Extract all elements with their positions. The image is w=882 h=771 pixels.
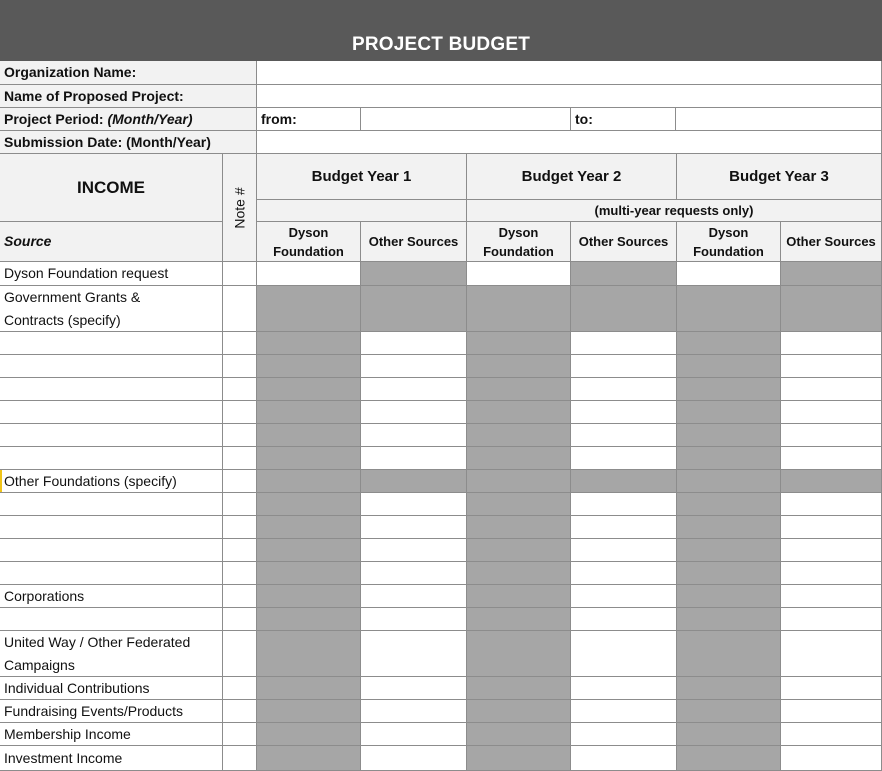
shaded-cell (257, 677, 361, 700)
note-cell[interactable] (223, 746, 257, 771)
shaded-cell (677, 355, 781, 378)
amount-cell[interactable] (361, 631, 467, 677)
dyson-line1: Dyson (708, 224, 749, 240)
shaded-cell (467, 470, 571, 493)
org-name-input[interactable] (257, 61, 882, 85)
project-name-label: Name of Proposed Project: (0, 85, 257, 108)
row-label[interactable] (0, 539, 223, 562)
dyson-line1: Dyson (288, 224, 329, 240)
row-label[interactable] (0, 631, 223, 677)
row-label[interactable]: Individual Contributions (0, 677, 223, 700)
shaded-cell (677, 332, 781, 355)
shaded-cell (677, 608, 781, 631)
shaded-cell (677, 286, 781, 332)
shaded-cell (467, 447, 571, 470)
amount-cell[interactable] (781, 332, 882, 355)
shaded-cell (467, 608, 571, 631)
amount-cell[interactable] (361, 401, 467, 424)
shaded-cell (467, 631, 571, 677)
shaded-cell (257, 286, 361, 332)
amount-cell[interactable] (781, 378, 882, 401)
year-1-subheader-blank (257, 200, 467, 222)
col-y2-other: Other Sources (571, 222, 677, 262)
shaded-cell (677, 723, 781, 746)
note-cell[interactable] (223, 355, 257, 378)
row-label[interactable] (0, 608, 223, 631)
budget-year-2-heading: Budget Year 2 (467, 154, 677, 200)
amount-cell[interactable] (571, 447, 677, 470)
shaded-cell (677, 677, 781, 700)
page-title: PROJECT BUDGET (351, 34, 531, 55)
amount-cell[interactable] (781, 746, 882, 771)
row-label-line-1: United Way / Other Federated (4, 634, 191, 650)
note-cell[interactable] (223, 723, 257, 746)
dyson-line2: Foundation (483, 243, 554, 259)
col-y1-other: Other Sources (361, 222, 467, 262)
title-bar (0, 0, 882, 61)
shaded-cell (571, 286, 677, 332)
row-label[interactable] (0, 562, 223, 585)
row-label[interactable] (0, 493, 223, 516)
amount-cell[interactable] (361, 447, 467, 470)
shaded-cell (257, 493, 361, 516)
amount-cell[interactable] (781, 493, 882, 516)
shaded-cell (677, 700, 781, 723)
amount-cell[interactable] (361, 677, 467, 700)
amount-cell[interactable] (361, 424, 467, 447)
col-y3-other: Other Sources (781, 222, 882, 262)
amount-cell[interactable] (677, 262, 781, 286)
shaded-cell (257, 539, 361, 562)
amount-cell[interactable] (361, 608, 467, 631)
row-label[interactable]: Corporations (0, 585, 223, 608)
shaded-cell (467, 585, 571, 608)
amount-cell[interactable] (361, 355, 467, 378)
row-label-line-2: Campaigns (4, 657, 75, 673)
amount-cell[interactable] (781, 700, 882, 723)
to-label: to: (571, 108, 676, 131)
amount-cell[interactable] (571, 585, 677, 608)
amount-cell[interactable] (781, 447, 882, 470)
amount-cell[interactable] (361, 562, 467, 585)
note-cell[interactable] (223, 447, 257, 470)
note-cell[interactable] (223, 585, 257, 608)
shaded-cell (467, 746, 571, 771)
shaded-cell (257, 470, 361, 493)
amount-cell[interactable] (781, 608, 882, 631)
row-label[interactable] (0, 424, 223, 447)
shaded-cell (677, 424, 781, 447)
amount-cell[interactable] (571, 723, 677, 746)
shaded-cell (781, 470, 882, 493)
amount-cell[interactable] (361, 332, 467, 355)
shaded-cell (677, 401, 781, 424)
amount-cell[interactable] (781, 539, 882, 562)
shaded-cell (467, 378, 571, 401)
col-y3-dyson (677, 222, 781, 262)
amount-cell[interactable] (781, 355, 882, 378)
dyson-line2: Foundation (273, 243, 344, 259)
note-cell[interactable] (223, 608, 257, 631)
shaded-cell (257, 608, 361, 631)
note-label: Note # (231, 186, 248, 229)
note-cell[interactable] (223, 677, 257, 700)
shaded-cell (257, 700, 361, 723)
note-cell[interactable] (223, 332, 257, 355)
multi-year-note: (multi-year requests only) (467, 200, 882, 222)
amount-cell[interactable] (571, 746, 677, 771)
shaded-cell (677, 631, 781, 677)
project-period-label (0, 108, 257, 131)
row-label[interactable] (0, 332, 223, 355)
shaded-cell (677, 562, 781, 585)
note-cell[interactable] (223, 539, 257, 562)
shaded-cell (257, 401, 361, 424)
row-label[interactable]: Fundraising Events/Products (0, 700, 223, 723)
shaded-cell (781, 286, 882, 332)
submission-date-input[interactable] (257, 131, 882, 154)
note-cell[interactable] (223, 262, 257, 286)
amount-cell[interactable] (571, 355, 677, 378)
row-label[interactable]: Investment Income (0, 746, 223, 771)
row-label[interactable] (0, 286, 223, 332)
amount-cell[interactable] (781, 677, 882, 700)
shaded-cell (467, 516, 571, 539)
shaded-cell (257, 723, 361, 746)
from-label: from: (257, 108, 361, 131)
shaded-cell (677, 470, 781, 493)
row-label[interactable]: Other Foundations (specify) (0, 470, 223, 493)
shaded-cell (677, 539, 781, 562)
shaded-cell (361, 286, 467, 332)
amount-cell[interactable] (361, 539, 467, 562)
note-cell[interactable] (223, 631, 257, 677)
shaded-cell (677, 447, 781, 470)
note-cell[interactable] (223, 378, 257, 401)
amount-cell[interactable] (571, 539, 677, 562)
note-cell[interactable] (223, 493, 257, 516)
amount-cell[interactable] (571, 378, 677, 401)
amount-cell[interactable] (257, 262, 361, 286)
amount-cell[interactable] (571, 700, 677, 723)
shaded-cell (571, 262, 677, 286)
row-label[interactable]: Membership Income (0, 723, 223, 746)
shaded-cell (781, 262, 882, 286)
amount-cell[interactable] (467, 262, 571, 286)
col-y1-dyson (257, 222, 361, 262)
amount-cell[interactable] (781, 585, 882, 608)
from-input[interactable] (361, 108, 571, 131)
source-heading: Source (0, 222, 223, 262)
org-name-label: Organization Name: (0, 61, 257, 85)
amount-cell[interactable] (571, 608, 677, 631)
shaded-cell (467, 401, 571, 424)
note-cell[interactable] (223, 562, 257, 585)
amount-cell[interactable] (571, 677, 677, 700)
amount-cell[interactable] (361, 516, 467, 539)
shaded-cell (467, 493, 571, 516)
amount-cell[interactable] (571, 401, 677, 424)
to-input[interactable] (676, 108, 882, 131)
note-cell[interactable] (223, 286, 257, 332)
shaded-cell (361, 262, 467, 286)
dyson-line1: Dyson (498, 224, 539, 240)
note-cell[interactable] (223, 401, 257, 424)
shaded-cell (257, 746, 361, 771)
note-cell[interactable] (223, 516, 257, 539)
amount-cell[interactable] (781, 516, 882, 539)
shaded-cell (257, 631, 361, 677)
shaded-cell (467, 424, 571, 447)
shaded-cell (677, 516, 781, 539)
col-y2-dyson (467, 222, 571, 262)
row-label[interactable] (0, 378, 223, 401)
shaded-cell (467, 332, 571, 355)
project-name-input[interactable] (257, 85, 882, 108)
shaded-cell (677, 378, 781, 401)
amount-cell[interactable] (361, 700, 467, 723)
note-cell[interactable] (223, 424, 257, 447)
submission-date-label: Submission Date: (Month/Year) (0, 131, 257, 154)
shaded-cell (257, 447, 361, 470)
note-column-header (223, 154, 257, 262)
amount-cell[interactable] (571, 332, 677, 355)
shaded-cell (257, 355, 361, 378)
amount-cell[interactable] (361, 723, 467, 746)
shaded-cell (571, 470, 677, 493)
shaded-cell (677, 585, 781, 608)
budget-year-3-heading: Budget Year 3 (677, 154, 882, 200)
shaded-cell (257, 424, 361, 447)
amount-cell[interactable] (361, 493, 467, 516)
row-label[interactable] (0, 516, 223, 539)
shaded-cell (677, 493, 781, 516)
shaded-cell (257, 332, 361, 355)
amount-cell[interactable] (781, 424, 882, 447)
note-cell[interactable] (223, 470, 257, 493)
row-label[interactable] (0, 401, 223, 424)
amount-cell[interactable] (571, 562, 677, 585)
amount-cell[interactable] (781, 401, 882, 424)
amount-cell[interactable] (361, 378, 467, 401)
shaded-cell (467, 286, 571, 332)
shaded-cell (467, 677, 571, 700)
dyson-line2: Foundation (693, 243, 764, 259)
amount-cell[interactable] (571, 424, 677, 447)
shaded-cell (361, 470, 467, 493)
amount-cell[interactable] (781, 723, 882, 746)
shaded-cell (467, 562, 571, 585)
shaded-cell (257, 378, 361, 401)
shaded-cell (677, 746, 781, 771)
shaded-cell (467, 723, 571, 746)
budget-year-1-heading: Budget Year 1 (257, 154, 467, 200)
row-label[interactable] (0, 355, 223, 378)
amount-cell[interactable] (781, 631, 882, 677)
amount-cell[interactable] (571, 516, 677, 539)
amount-cell[interactable] (571, 631, 677, 677)
note-cell[interactable] (223, 700, 257, 723)
row-label-line-2: Contracts (specify) (4, 312, 121, 328)
project-period-text: Project Period: (4, 110, 104, 127)
shaded-cell (467, 700, 571, 723)
shaded-cell (257, 585, 361, 608)
shaded-cell (467, 355, 571, 378)
amount-cell[interactable] (571, 493, 677, 516)
amount-cell[interactable] (361, 746, 467, 771)
row-label[interactable]: Dyson Foundation request (0, 262, 223, 286)
row-label[interactable] (0, 447, 223, 470)
income-heading: INCOME (0, 154, 223, 222)
row-label-line-1: Government Grants & (4, 289, 141, 305)
shaded-cell (467, 539, 571, 562)
shaded-cell (257, 516, 361, 539)
project-period-hint: (Month/Year) (107, 110, 193, 127)
amount-cell[interactable] (361, 585, 467, 608)
shaded-cell (257, 562, 361, 585)
amount-cell[interactable] (781, 562, 882, 585)
selection-marker (0, 470, 2, 492)
